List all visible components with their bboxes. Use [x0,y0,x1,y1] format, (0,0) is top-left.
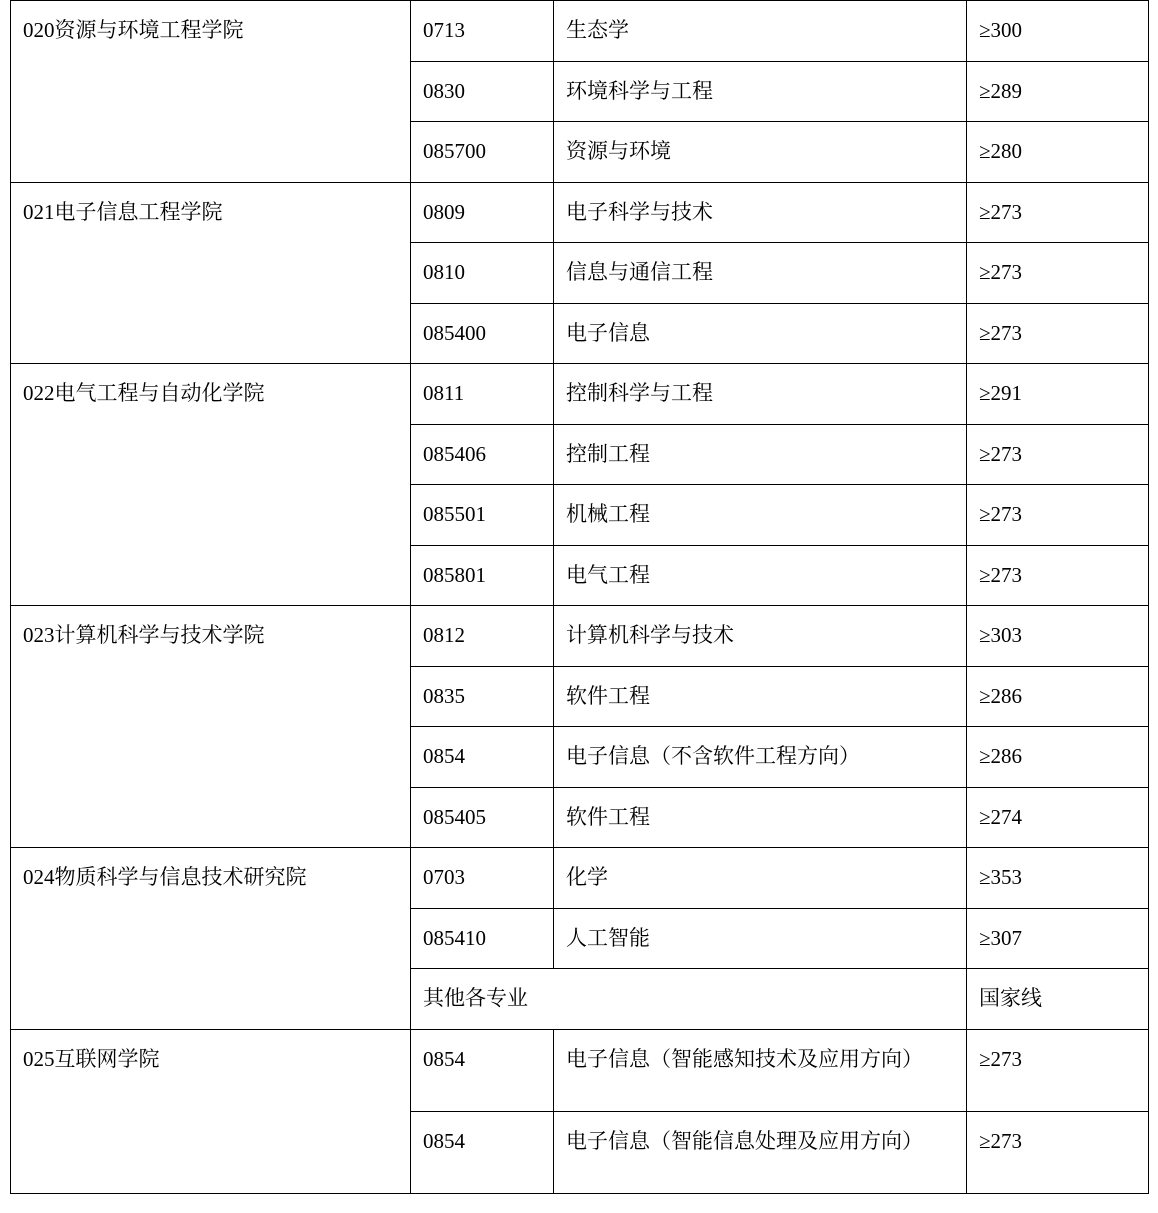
major-name: 电子信息 [566,320,650,345]
major-name-cell [554,61,967,122]
major-code-cell [411,666,554,727]
major-code: 085801 [423,562,486,587]
college-name: 021电子信息工程学院 [23,199,223,224]
college-cell [11,182,411,364]
score-line-cell [967,485,1149,546]
major-code: 085410 [423,925,486,950]
major-name-cell [554,243,967,304]
college-name: 020资源与环境工程学院 [23,18,244,42]
score-line-cell [967,1029,1149,1111]
score-line-value: 国家线 [979,986,1042,1010]
major-code-cell [411,908,554,969]
major-name-cell [554,303,967,364]
score-line-cell [967,1,1149,62]
major-name-cell [554,606,967,667]
score-line-cell [967,666,1149,727]
major-code-cell [411,424,554,485]
college-cell [11,606,411,848]
score-line-cell [967,848,1149,909]
table-row [11,848,1149,909]
major-code-cell [411,545,554,606]
major-name: 环境科学与工程 [566,78,713,103]
score-line-cell [967,424,1149,485]
score-line-value: ≥273 [979,320,1023,345]
major-name: 软件工程 [566,804,650,829]
major-code: 0812 [423,623,465,647]
major-code: 0809 [423,199,465,224]
major-name: 资源与环境 [566,139,671,163]
table-row [11,182,1149,243]
score-line-value: ≥286 [979,683,1023,708]
score-line-value: ≥273 [979,199,1023,224]
score-line-cell [967,908,1149,969]
table-row [11,1,1149,62]
major-name: 电气工程 [566,562,650,587]
score-line-cell [967,122,1149,183]
major-code: 0703 [423,865,465,889]
score-line-cell [967,1111,1149,1193]
major-name-cell [554,908,967,969]
major-code-cell [411,848,554,909]
score-line-cell [967,182,1149,243]
major-name: 机械工程 [566,502,650,526]
major-code: 0810 [423,260,465,284]
other-majors-label: 其他各专业 [423,986,528,1010]
major-code: 0854 [423,1128,465,1153]
major-name-cell [554,1,967,62]
score-line-value: ≥273 [979,441,1023,466]
major-name: 电子科学与技术 [566,199,713,224]
college-name: 024物质科学与信息技术研究院 [23,865,307,889]
major-code: 085400 [423,320,486,345]
major-name-cell [554,485,967,546]
major-name-cell [554,848,967,909]
major-name-cell [554,122,967,183]
major-name-cell [554,424,967,485]
table-row [11,606,1149,667]
score-line-value: ≥273 [979,260,1023,284]
score-line-cell [967,364,1149,425]
score-line-value: ≥300 [979,18,1023,42]
major-code-cell [411,303,554,364]
major-code-cell [411,364,554,425]
major-name: 电子信息（不含软件工程方向） [566,744,860,768]
score-line-value: ≥353 [979,865,1023,889]
score-line-cell [967,545,1149,606]
major-code-cell [411,787,554,848]
major-name-cell [554,364,967,425]
major-code: 085501 [423,502,486,526]
major-code-cell [411,61,554,122]
major-code: 085406 [423,441,486,466]
major-name: 信息与通信工程 [566,260,713,284]
score-line-cell [967,303,1149,364]
major-name: 电子信息（智能感知技术及应用方向） [566,1046,923,1071]
major-code-cell [411,485,554,546]
major-name-cell [554,666,967,727]
major-name: 生态学 [566,18,629,42]
major-name-cell [554,545,967,606]
major-name-cell [554,787,967,848]
score-line-cell [967,243,1149,304]
major-name: 控制工程 [566,441,650,466]
college-name: 025互联网学院 [23,1046,160,1071]
major-name-cell [554,182,967,243]
score-line-cell [967,787,1149,848]
score-line-value: ≥303 [979,623,1023,647]
college-name: 022电气工程与自动化学院 [23,381,265,405]
score-line-value: ≥280 [979,139,1023,163]
score-line-value: ≥273 [979,562,1023,587]
major-code-cell [411,606,554,667]
major-code-cell [411,243,554,304]
score-line-value: ≥273 [979,1046,1023,1071]
major-code-cell [411,122,554,183]
major-code: 0811 [423,381,465,405]
major-name: 控制科学与工程 [566,381,713,405]
major-code-cell [411,1029,554,1111]
major-code: 0854 [423,1046,465,1071]
college-cell [11,364,411,606]
major-name-cell [554,1029,967,1111]
college-cell [11,848,411,1030]
other-majors-cell [411,969,967,1030]
major-name-cell [554,1111,967,1193]
score-line-value: ≥273 [979,502,1023,526]
major-name: 化学 [566,865,608,889]
major-code: 0854 [423,744,465,768]
major-name-cell [554,727,967,788]
major-code: 0713 [423,18,465,42]
score-line-value: ≥289 [979,78,1023,103]
table-row [11,1029,1149,1111]
college-cell [11,1,411,183]
major-code: 0830 [423,78,465,103]
score-line-value: ≥307 [979,925,1023,950]
admission-score-table [10,0,1149,1194]
major-code: 085405 [423,804,486,829]
score-line-value: ≥273 [979,1128,1023,1153]
major-code-cell [411,1,554,62]
college-name: 023计算机科学与技术学院 [23,623,265,647]
major-code: 0835 [423,683,465,708]
table-body [11,1,1149,1194]
major-name: 计算机科学与技术 [566,623,734,647]
major-code-cell [411,182,554,243]
major-code-cell [411,1111,554,1193]
score-line-value: ≥286 [979,744,1023,768]
major-name: 软件工程 [566,683,650,708]
score-line-cell [967,969,1149,1030]
major-code: 085700 [423,139,486,163]
major-name: 电子信息（智能信息处理及应用方向） [566,1128,923,1153]
score-line-value: ≥291 [979,381,1023,405]
table-row [11,364,1149,425]
score-line-value: ≥274 [979,804,1023,829]
score-line-cell [967,61,1149,122]
major-code-cell [411,727,554,788]
score-line-cell [967,606,1149,667]
major-name: 人工智能 [566,925,650,950]
score-line-cell [967,727,1149,788]
college-cell [11,1029,411,1193]
